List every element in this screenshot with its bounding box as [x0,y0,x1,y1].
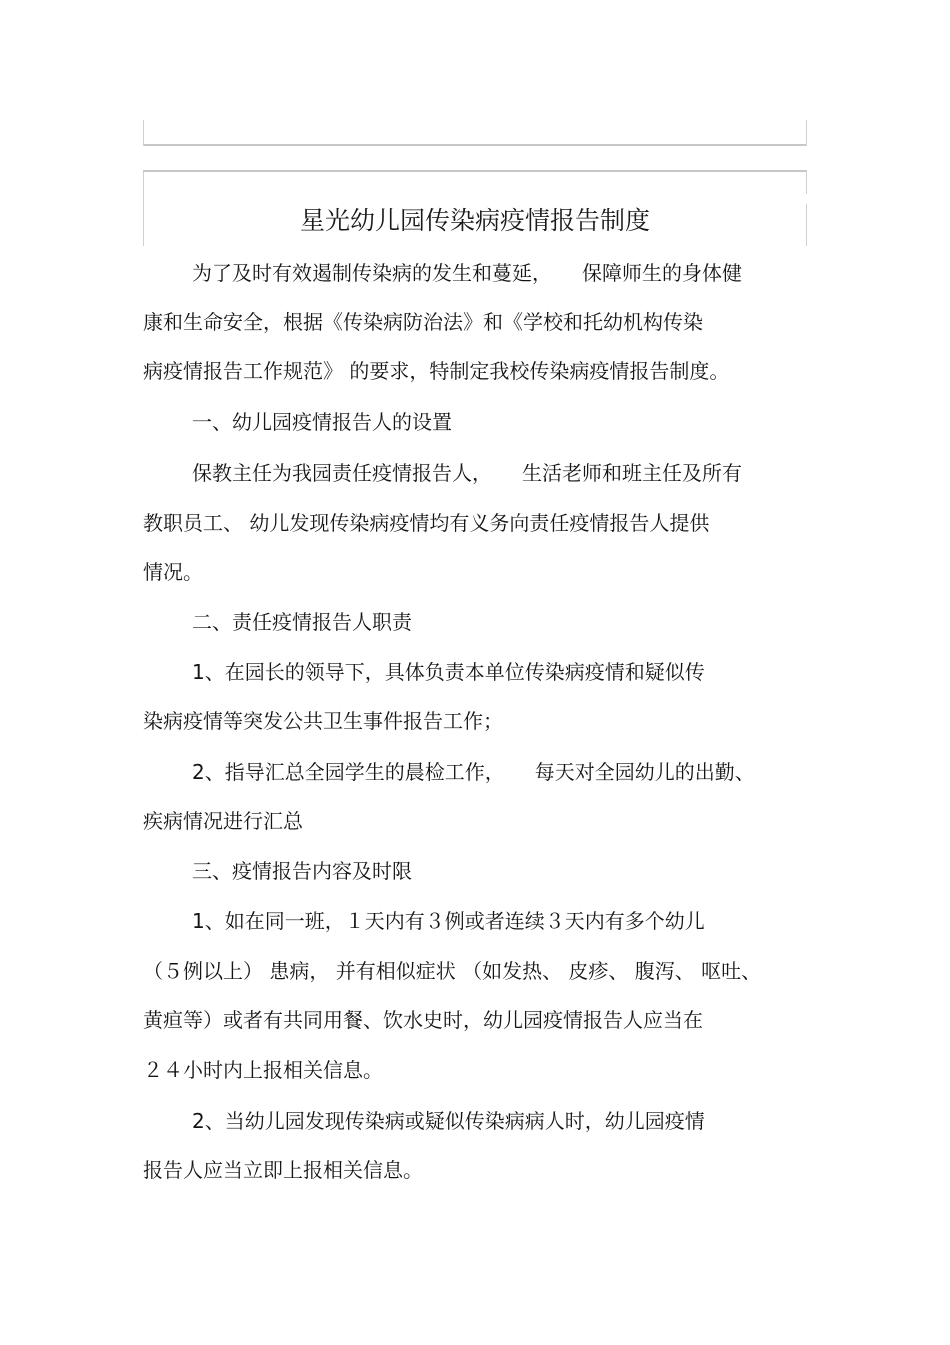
section3-item1-line-1: 1、如在同一班，１天内有３例或者连续３天内有多个幼儿 [192,909,705,933]
section-heading-1: 一、幼儿园疫情报告人的设置 [192,410,452,434]
section-heading-2: 二、责任疫情报告人职责 [192,610,412,634]
intro-line-2: 康和生命安全，根据《传染病防治法》和《学校和托幼机构传染 [143,310,703,334]
document-title: 星光幼儿园传染病疫情报告制度 [299,206,650,235]
section1-line-2: 教职员工、 幼儿发现传染病疫情均有义务向责任疫情报告人提供 [143,511,710,535]
right-border-top [806,120,807,146]
intro-line-1: 为了及时有效遏制传染病的发生和蔓延， 保障师生的身体健 [192,261,742,285]
section2-item1-line-1: 1、在园长的领导下，具体负责本单位传染病疫情和疑似传 [192,660,705,684]
section2-item1-line-2: 染病疫情等突发公共卫生事件报告工作； [143,709,503,733]
right-border-mid [806,172,807,194]
section2-item2-line-2: 疾病情况进行汇总 [143,809,303,833]
section3-item2-line-2: 报告人应当立即上报相关信息。 [143,1158,423,1182]
header-rule-2 [143,170,807,172]
section3-item1-line-3: 黄疸等）或者有共同用餐、饮水史时，幼儿园疫情报告人应当在 [143,1008,703,1032]
section3-item1-line-2: （５例以上） 患病， 并有相似症状 （如发热、 皮疹、 腹泻、 呕吐、 [143,959,762,983]
section1-line-3: 情况。 [143,560,203,584]
section3-item2-line-1: 2、当幼儿园发现传染病或疑似传染病病人时，幼儿园疫情 [192,1109,705,1133]
section1-line-1: 保教主任为我园责任疫情报告人， 生活老师和班主任及所有 [192,461,742,485]
section3-item1-line-4: ２４小时内上报相关信息。 [143,1058,383,1082]
left-border-top [143,120,144,146]
intro-line-3: 病疫情报告工作规范》 的要求，特制定我校传染病疫情报告制度。 [143,359,730,383]
section2-item2-line-1: 2、指导汇总全园学生的晨检工作， 每天对全园幼儿的出勤、 [192,760,755,784]
section-heading-3: 三、疫情报告内容及时限 [192,859,412,883]
header-rule-1 [143,144,807,146]
